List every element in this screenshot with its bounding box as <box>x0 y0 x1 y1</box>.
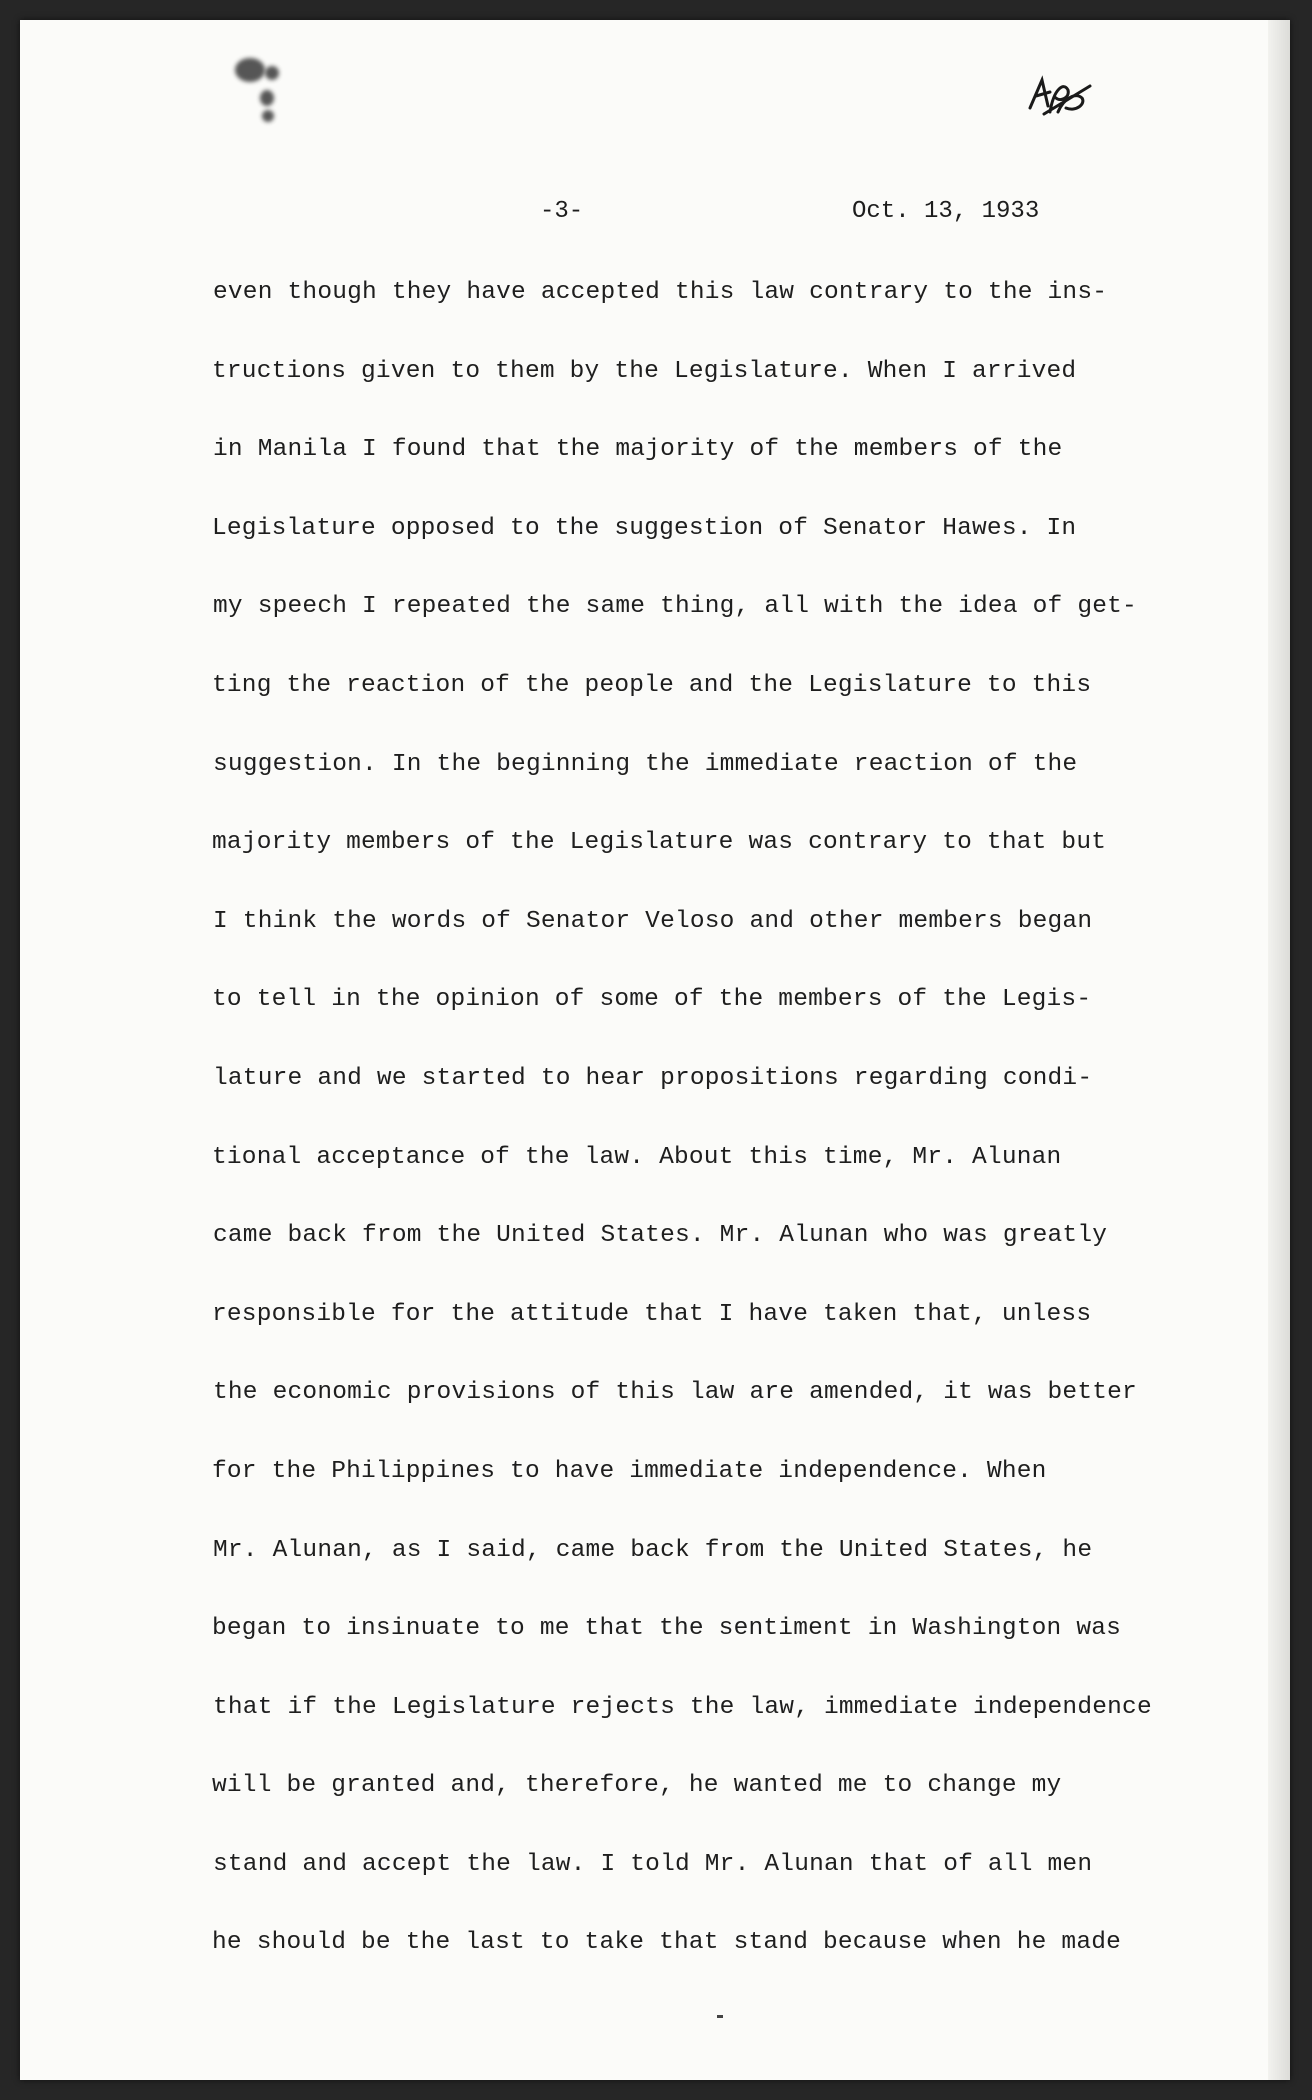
text-line: responsible for the attitude that I have taken that, unless <box>212 1300 1092 1328</box>
text-line: began to insinuate to me that the sentiment in Washington was <box>212 1615 1122 1643</box>
text-line: tructions given to them by the Legislature. When I arrived <box>212 357 1077 385</box>
document-body <box>212 278 1232 2007</box>
text-line: that if the Legislature rejects the law, immediate independence <box>213 1693 1152 1721</box>
text-line: suggestion. In the beginning the immediate reaction of the <box>213 750 1078 778</box>
ink-smudge <box>262 110 274 122</box>
ink-smudge <box>235 58 265 82</box>
typed-document-page <box>20 20 1290 2080</box>
page-date: Oct. 13, 1933 <box>852 198 1040 225</box>
text-line: lature and we started to hear propositions regarding condi- <box>213 1064 1093 1092</box>
text-line: I think the words of Senator Veloso and other members began <box>213 907 1093 935</box>
text-line: tional acceptance of the law. About this time, Mr. Alunan <box>212 1143 1062 1171</box>
text-line: Mr. Alunan, as I said, came back from the United States, he <box>213 1536 1093 1564</box>
text-line: ting the reaction of the people and the Legislature to this <box>212 671 1092 699</box>
text-line: he should be the last to take that stand because when he made <box>212 1929 1122 1957</box>
text-line: Legislature opposed to the suggestion of Senator Hawes. In <box>212 514 1077 542</box>
handwritten-initials-icon <box>1020 68 1100 128</box>
text-line: the economic provisions of this law are amended, it was better <box>213 1379 1137 1407</box>
text-line: to tell in the opinion of some of the members of the Legis- <box>212 986 1092 1014</box>
stray-mark <box>717 2015 723 2018</box>
text-line: stand and accept the law. I told Mr. Alunan that of all men <box>213 1850 1093 1878</box>
ink-smudge <box>260 90 274 106</box>
ink-smudge <box>265 66 279 80</box>
page-edge <box>1268 20 1290 2080</box>
text-line: my speech I repeated the same thing, all with the idea of get- <box>213 593 1137 621</box>
page-number: -3- <box>540 198 584 225</box>
text-line: majority members of the Legislature was contrary to that but <box>212 829 1107 857</box>
text-line: even though they have accepted this law contrary to the ins- <box>213 279 1108 306</box>
text-line: came back from the United States. Mr. Alunan who was greatly <box>213 1222 1108 1250</box>
text-line: in Manila I found that the majority of the members of the <box>213 436 1063 464</box>
text-line: for the Philippines to have immediate independence. When <box>212 1457 1047 1485</box>
text-line: will be granted and, therefore, he wanted me to change my <box>212 1772 1062 1800</box>
